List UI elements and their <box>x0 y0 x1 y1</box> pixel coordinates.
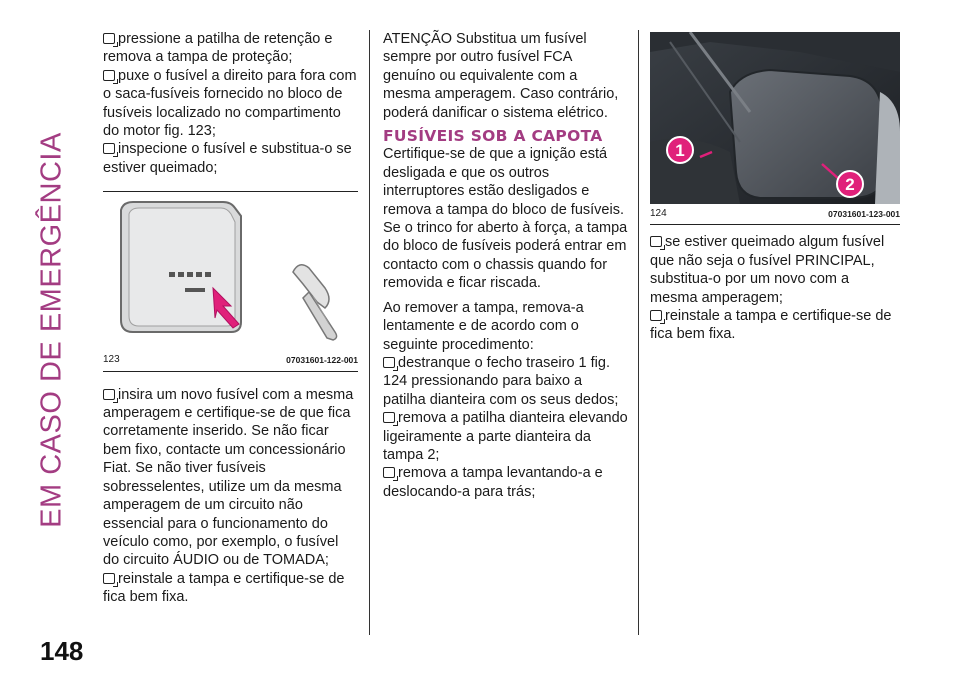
bullet-icon <box>383 357 395 368</box>
bullet-item: remova a patilha dianteira elevando ligeiramente a parte dianteira da tampa 2; <box>383 410 628 463</box>
paragraph: Ao remover a tampa, remova-a lentamente e de acordo com o seguinte procedimento: <box>383 299 584 353</box>
bullet-item: remova a tampa levantando-a e deslocando-a para trás; <box>383 465 603 500</box>
figure-code: 07031601-123-001 <box>828 209 900 219</box>
column-3 <box>650 32 900 344</box>
bullet-item: inspecione o fusível e substitua-o se estiver queimado; <box>103 141 352 176</box>
bullet-icon <box>383 467 395 478</box>
chapter-title-text: EM CASO DE EMERGÊNCIA <box>35 132 68 528</box>
section-title: FUSÍVEIS SOB A CAPOTA <box>383 127 603 146</box>
figure-code: 07031601-122-001 <box>286 355 358 366</box>
figure-number: 124 <box>650 208 667 219</box>
engine-fuse-box-photo <box>650 32 900 204</box>
bullet-item: puxe o fusível a direito para fora com o saca-fusíveis fornecido no bloco de fusíveis localizado no compartimento do motor fig. 123; <box>103 67 357 140</box>
bullet-icon <box>650 236 662 247</box>
bullet-item: reinstale a tampa e certifique-se de fica bem fixa. <box>103 570 345 606</box>
callout-1: 1 <box>675 141 685 160</box>
bullet-icon <box>103 389 115 400</box>
bullet-icon <box>103 143 115 154</box>
column-divider <box>638 30 639 635</box>
bullet-icon <box>103 33 115 44</box>
bullet-item: destranque o fecho traseiro 1 fig. 124 pressionando para baixo a patilha dianteira com os seus dedos; <box>383 354 619 408</box>
callout-2: 2 <box>845 175 855 194</box>
figure-123 <box>103 191 358 371</box>
column-1 <box>103 30 358 607</box>
figure-124 <box>650 32 900 225</box>
bullet-item: insira um novo fusível com a mesma amperagem e certifique-se de que fica corretamente inserido. Se não ficar bem fixo, contacte um concessionário Fiat. Se não tiver fusíveis sobresselentes, utilize um da mesma amperagem de um circuito não essencial para o funcionamento do veículo como, por exemplo, o fusível do circuito ÁUDIO ou de TOMADA; <box>103 386 354 569</box>
page-number: 148 <box>40 636 84 666</box>
paragraph: Certifique-se de que a ignição está desligada e que os outros interruptores estão desligados e remova a tampa do bloco de fusíveis. Se o trinco for aberto à força, a tampa do bloco de fusíveis poderá entrar em contacto com o chassis quando for removida e ficar riscada. <box>383 146 628 292</box>
bullet-item: reinstale a tampa e certifique-se de fica bem fixa. <box>650 308 892 343</box>
bullet-icon <box>383 412 395 423</box>
bullet-icon <box>103 573 115 584</box>
bullet-icon <box>650 310 662 321</box>
bullet-item: se estiver queimado algum fusível que não seja o fusível PRINCIPAL, substitua-o por um novo com a mesma amperagem; <box>650 234 885 306</box>
column-2 <box>383 30 628 501</box>
bullet-icon <box>103 70 115 81</box>
figure-number: 123 <box>103 354 120 366</box>
fuse-box-cover-illustration <box>103 192 358 350</box>
bullet-item: pressione a patilha de retenção e remova a tampa de proteção; <box>103 31 333 66</box>
warning-text: ATENÇÃO Substitua um fusível sempre por outro fusível FCA genuíno ou equivalente com a mesma amperagem. Caso contrário, poderá danificar o sistema elétrico. <box>383 31 619 121</box>
column-divider <box>369 30 370 635</box>
figure-caption <box>103 350 358 370</box>
figure-caption <box>650 204 900 224</box>
